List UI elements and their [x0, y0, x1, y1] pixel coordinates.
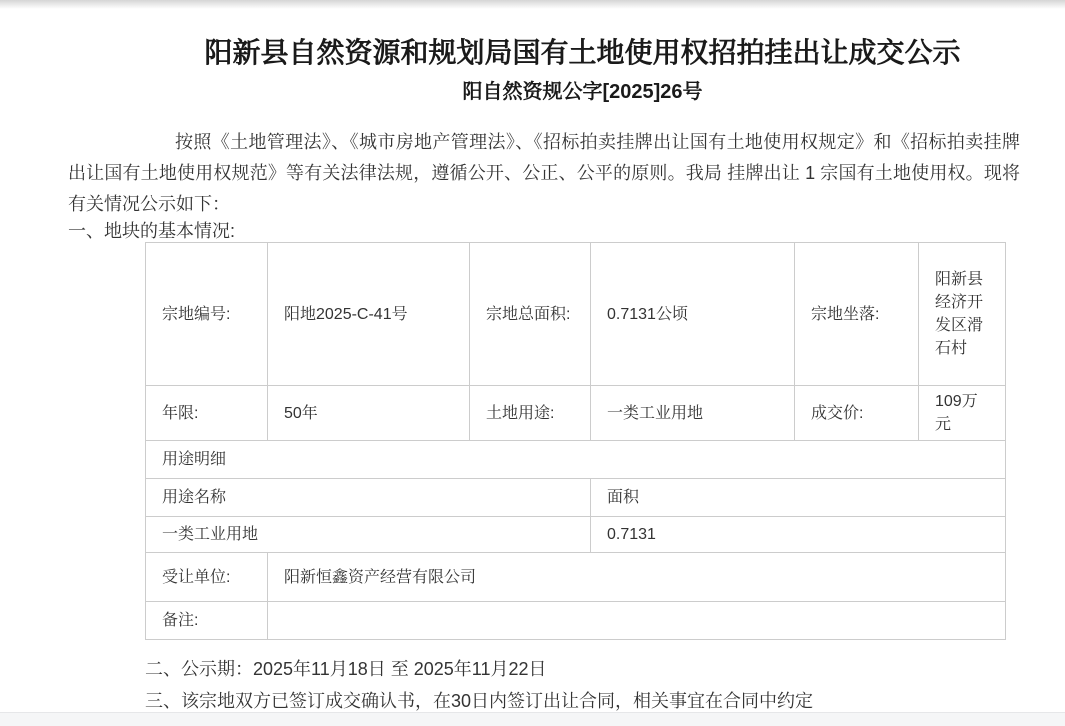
- table-row-usage-values: [146, 517, 1006, 553]
- table-row-remark: [146, 602, 1006, 640]
- table-row-transferee: [146, 553, 1006, 602]
- remark-label-cell: 备注:: [146, 602, 268, 640]
- parcel-no-label-cell: 宗地编号:: [146, 243, 268, 386]
- notice-publicity-period: 二、公示期：2025年11月18日 至 2025年11月22日: [145, 659, 547, 679]
- usage-name-header-cell: 用途名称: [146, 479, 591, 517]
- total-area-label-cell: 宗地总面积:: [470, 243, 591, 386]
- location-value-cell: 阳新县经济开发区滑石村: [919, 243, 1006, 386]
- total-area-value-cell: 0.7131公顷: [591, 243, 795, 386]
- notices-block: [145, 653, 1020, 717]
- usage-area-value-cell: 0.7131: [591, 517, 1006, 553]
- top-gradient-band: [0, 0, 1065, 9]
- deal-price-value-cell: 109万元: [919, 386, 1006, 441]
- tenure-value-cell: 50年: [268, 386, 470, 441]
- usage-area-header-cell: 面积: [591, 479, 1006, 517]
- footer-band: [0, 712, 1065, 726]
- table-row-basic-2: [146, 386, 1006, 441]
- deal-price-label-cell: 成交价:: [795, 386, 919, 441]
- parcel-no-value-cell: 阳地2025-C-41号: [268, 243, 470, 386]
- land-use-value-cell: 一类工业用地: [591, 386, 795, 441]
- parcel-info-table: [145, 242, 1006, 640]
- notice-contract-signing: 三、该宗地双方已签订成交确认书，在30日内签订出让合同，相关事宜在合同中约定: [145, 691, 814, 711]
- location-label-cell: 宗地坐落:: [795, 243, 919, 386]
- title-block: [145, 36, 1020, 104]
- remark-value-cell: [268, 602, 1006, 640]
- page-title: 阳新县自然资源和规划局国有土地使用权招拍挂出让成交公示: [204, 37, 961, 68]
- table-row-usage-detail-header: [146, 441, 1006, 479]
- tenure-label-cell: 年限:: [146, 386, 268, 441]
- usage-name-value-cell: 一类工业用地: [146, 517, 591, 553]
- section1-heading: 一、地块的基本情况:: [68, 221, 236, 241]
- usage-detail-header-cell: 用途明细: [146, 441, 1006, 479]
- table-row-usage-headers: [146, 479, 1006, 517]
- transferee-label-cell: 受让单位:: [146, 553, 268, 602]
- table-row-basic-1: [146, 243, 1006, 386]
- intro-paragraph: 按照《土地管理法》、《城市房地产管理法》、《招标拍卖挂牌出让国有土地使用权规定》和《招标拍卖挂牌出让国有土地使用权规范》等有关法律法规，遵循公开、公正、公平的原则。我局 挂牌出让 1 宗国有土地使用权。现将有关情况公示如下：: [68, 132, 1020, 214]
- article-content: [0, 36, 1020, 717]
- document-number: 阳自然资规公字[2025]26号: [462, 81, 703, 103]
- land-use-label-cell: 土地用途:: [470, 386, 591, 441]
- transferee-value-cell: 阳新恒鑫资产经营有限公司: [268, 553, 1006, 602]
